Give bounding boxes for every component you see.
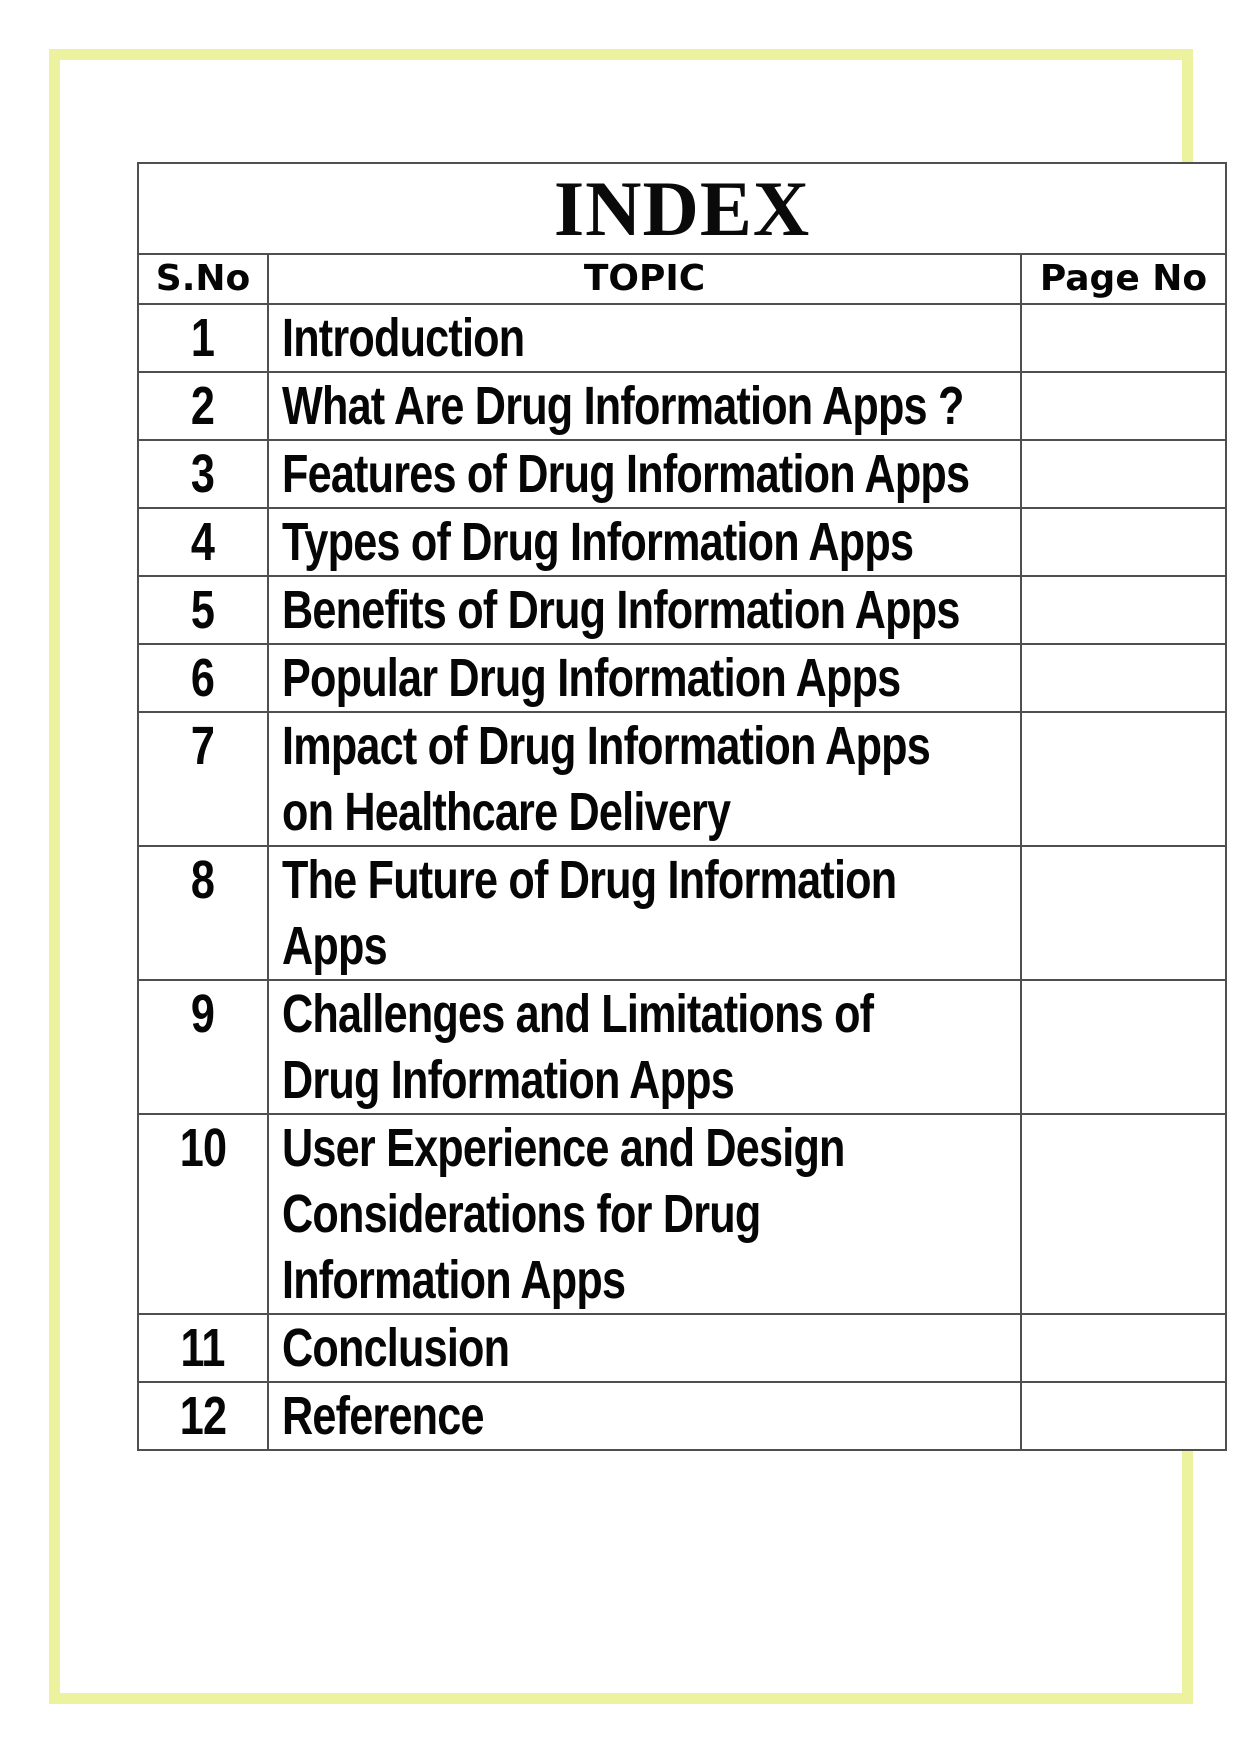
row-topic-cell	[268, 576, 1021, 644]
topic-line: Apps	[282, 916, 387, 976]
column-header-topic: TOPIC	[268, 254, 1021, 304]
row-topic-cell	[268, 846, 1021, 980]
row-page-cell	[1021, 1314, 1226, 1382]
row-number-cell	[138, 1382, 268, 1450]
row-number-cell	[138, 372, 268, 440]
row-page-cell	[1021, 712, 1226, 846]
topic-line: The Future of Drug Information	[282, 850, 897, 910]
column-header-sno: S.No	[138, 254, 268, 304]
table-row	[138, 1382, 1226, 1450]
row-number: 12	[179, 1386, 227, 1446]
column-header-page: Page No	[1021, 254, 1226, 304]
table-row	[138, 372, 1226, 440]
row-topic-cell	[268, 712, 1021, 846]
row-page-cell	[1021, 846, 1226, 980]
row-number: 3	[191, 444, 215, 504]
row-number: 8	[191, 850, 215, 910]
topic-line: Drug Information Apps	[282, 1050, 734, 1110]
row-number: 6	[191, 648, 215, 708]
title-row	[138, 163, 1226, 254]
table-row	[138, 712, 1226, 846]
topic-line: Benefits of Drug Information Apps	[282, 580, 960, 640]
row-number-cell	[138, 508, 268, 576]
topic-line: Features of Drug Information Apps	[282, 444, 970, 504]
row-number-cell	[138, 980, 268, 1114]
row-page-cell	[1021, 1114, 1226, 1314]
row-number: 9	[191, 984, 215, 1044]
row-number: 7	[191, 716, 215, 776]
row-topic-cell	[268, 644, 1021, 712]
topic-line: What Are Drug Information Apps ?	[282, 376, 964, 436]
row-page-cell	[1021, 508, 1226, 576]
table-row	[138, 1114, 1226, 1314]
header-row	[138, 254, 1226, 304]
topic-line: Information Apps	[282, 1250, 626, 1310]
topic-line: User Experience and Design	[282, 1118, 845, 1178]
row-number: 10	[179, 1118, 227, 1178]
topic-line: Impact of Drug Information Apps	[282, 716, 930, 776]
table-row	[138, 508, 1226, 576]
row-number-cell	[138, 304, 268, 372]
topic-line: Challenges and Limitations of	[282, 984, 874, 1044]
row-topic-cell	[268, 1314, 1021, 1382]
topic-line: Types of Drug Information Apps	[282, 512, 914, 572]
page-border-frame	[49, 49, 1208, 1704]
row-number: 1	[191, 308, 215, 368]
row-page-cell	[1021, 980, 1226, 1114]
index-table-body	[138, 304, 1226, 1450]
row-topic-cell	[268, 440, 1021, 508]
row-number-cell	[138, 440, 268, 508]
row-number: 5	[191, 580, 215, 640]
row-number-cell	[138, 1114, 268, 1314]
topic-line: Conclusion	[282, 1318, 510, 1378]
table-row	[138, 440, 1226, 508]
table-row	[138, 644, 1226, 712]
topic-line: Introduction	[282, 308, 525, 368]
row-page-cell	[1021, 1382, 1226, 1450]
table-row	[138, 1314, 1226, 1382]
topic-line: Considerations for Drug	[282, 1184, 761, 1244]
row-number-cell	[138, 644, 268, 712]
row-topic-cell	[268, 304, 1021, 372]
table-row	[138, 304, 1226, 372]
table-row	[138, 576, 1226, 644]
row-page-cell	[1021, 644, 1226, 712]
row-page-cell	[1021, 304, 1226, 372]
row-page-cell	[1021, 372, 1226, 440]
table-row	[138, 980, 1226, 1114]
row-number: 11	[180, 1318, 226, 1378]
row-page-cell	[1021, 440, 1226, 508]
row-topic-cell	[268, 980, 1021, 1114]
index-table	[137, 162, 1227, 1451]
topic-line: Reference	[282, 1386, 484, 1446]
row-topic-cell	[268, 1114, 1021, 1314]
index-title: INDEX	[138, 163, 1226, 254]
row-page-cell	[1021, 576, 1226, 644]
topic-line: on Healthcare Delivery	[282, 782, 731, 842]
row-topic-cell	[268, 1382, 1021, 1450]
row-number-cell	[138, 1314, 268, 1382]
row-number: 4	[191, 512, 215, 572]
topic-line: Popular Drug Information Apps	[282, 648, 901, 708]
table-row	[138, 846, 1226, 980]
row-topic-cell	[268, 508, 1021, 576]
row-topic-cell	[268, 372, 1021, 440]
row-number-cell	[138, 576, 268, 644]
row-number: 2	[191, 376, 215, 436]
row-number-cell	[138, 712, 268, 846]
row-number-cell	[138, 846, 268, 980]
